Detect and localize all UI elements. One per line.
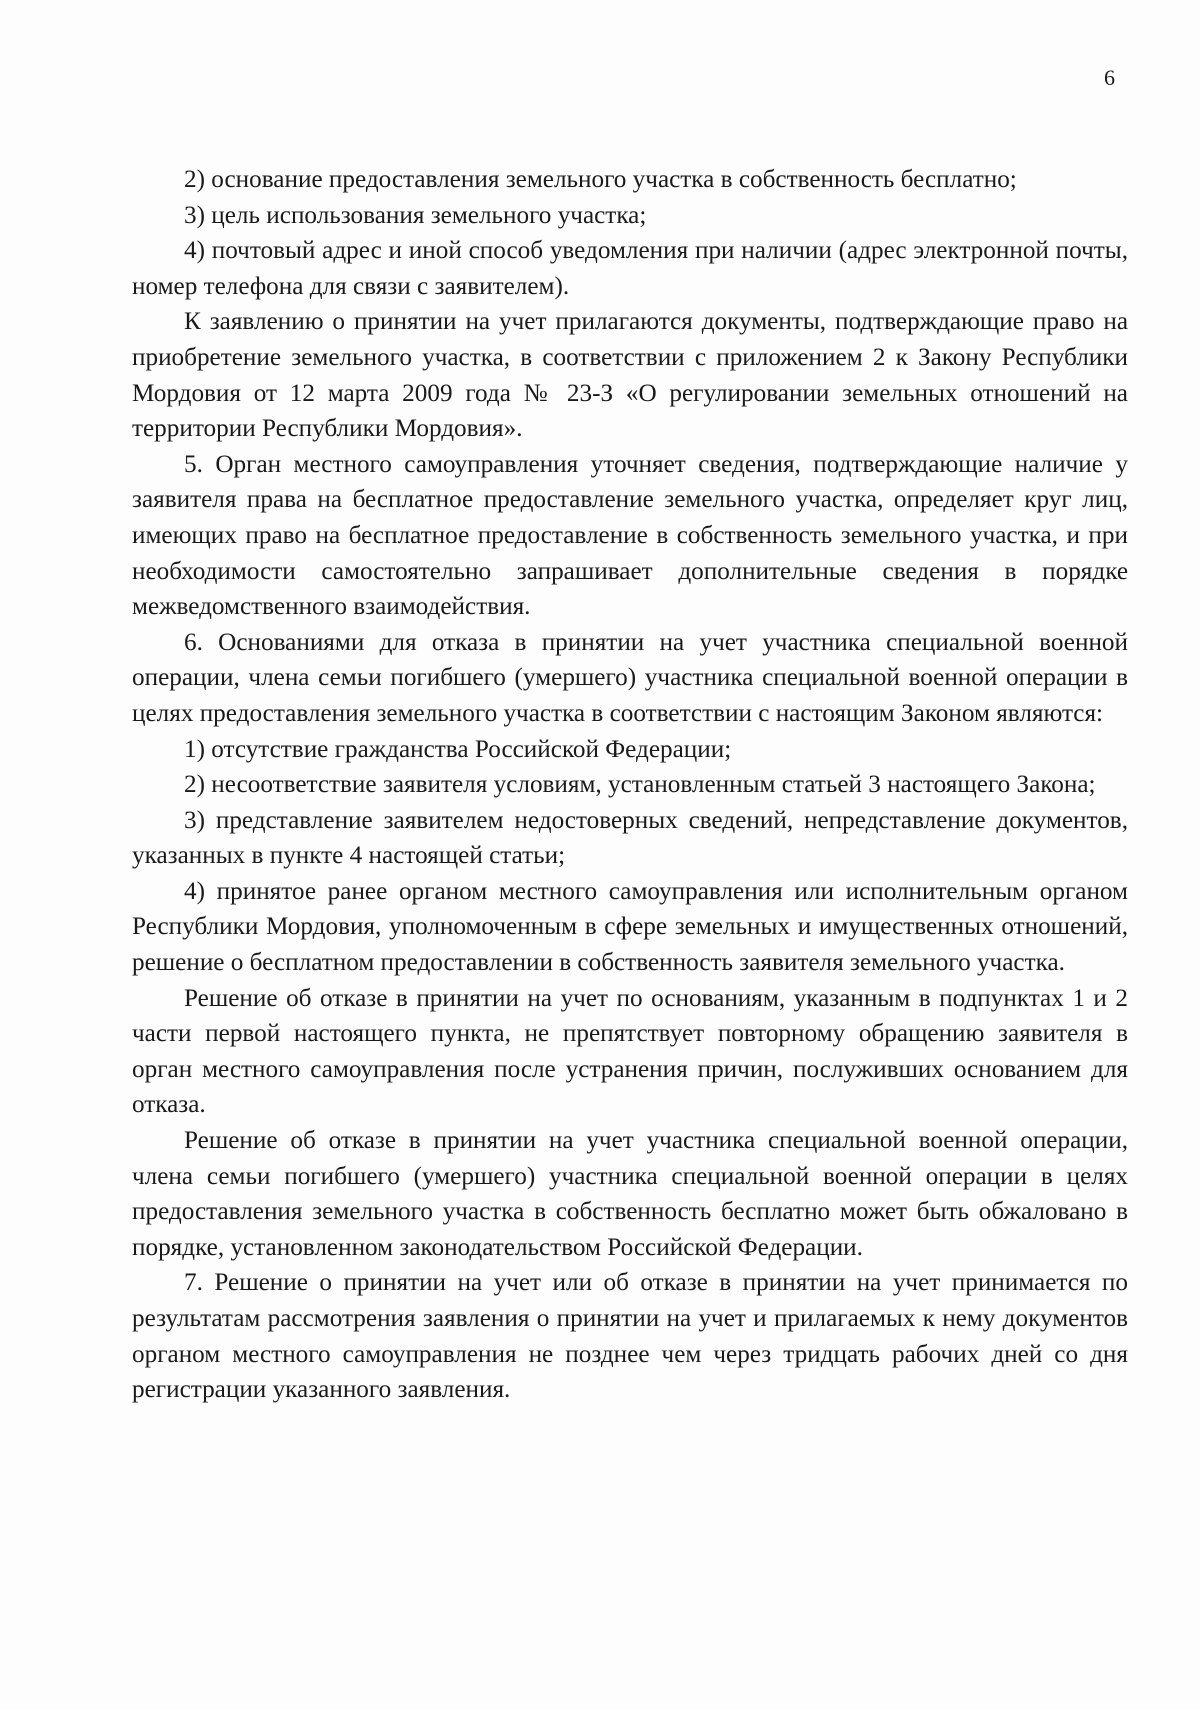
paragraph-item-2-basis: 2) основание предоставления земельного участка в собственность бесплатно; [184, 166, 1017, 193]
page-number: 6 [1104, 65, 1115, 90]
paragraph-attached-documents: К заявлению о принятии на учет прилагаются документы, подтверждающие право на приобретение земельного участка, в соответствии с приложением 2 к Закону Республики Мордовия от 12 марта 2009 года № 23-З «О регулировании земельных отношений на территории Республики Мордовия». [132, 308, 1128, 443]
paragraph-refusal-ground-4: 4) принятое ранее органом местного самоуправления или исполнительным органом Республики Мордовия, уполномоченным в сфере земельных и имущественных отношений, решение о бесплатном предоставлении в собственность заявителя земельного участка. [132, 877, 1128, 977]
paragraph-refusal-ground-1: 1) отсутствие гражданства Российской Федерации; [184, 735, 732, 763]
paragraph-item-4-address: 4) почтовый адрес и иной способ уведомления при наличии (адрес электронной почты, номер телефона для связи с заявителем). [132, 237, 1128, 300]
paragraph-repeat-application: Решение об отказе в принятии на учет по основаниям, указанным в подпунктах 1 и 2 части первой настоящего пункта, не препятствует повторному обращению заявителя в орган местного самоуправления после устранения причин, послуживших основанием для отказа. [132, 984, 1128, 1119]
paragraph-point-7: 7. Решение о принятии на учет или об отказе в принятии на учет принимается по результатам рассмотрения заявления о принятии на учет и прилагаемых к нему документов органом местного самоуправления не позднее чем через тридцать рабочих дней со дня регистрации указанного заявления. [132, 1269, 1128, 1404]
paragraph-refusal-ground-3: 3) представление заявителем недостоверных сведений, непредставление документов, указанных в пункте 4 настоящей статьи; [132, 806, 1128, 870]
document-body [132, 162, 1128, 1408]
paragraph-appeal: Решение об отказе в принятии на учет участника специальной военной операции, члена семьи погибшего (умершего) участника специальной военной операции в целях предоставления земельного участка в собственность бесплатно может быть обжаловано в порядке, установленном законодательством Российской Федерации. [132, 1127, 1128, 1261]
paragraph-refusal-ground-2: 2) несоответствие заявителя условиям, установленным статьей 3 настоящего Закона; [184, 771, 1096, 799]
paragraph-point-5: 5. Орган местного самоуправления уточняет сведения, подтверждающие наличие у заявителя права на бесплатное предоставление земельного участка, определяет круг лиц, имеющих право на бесплатное предоставление в собственность земельного участка, и при необходимости самостоятельно запрашивает дополнительные сведения в порядке межведомственного взаимодействия. [132, 450, 1128, 621]
paragraph-item-3-purpose: 3) цель использования земельного участка; [184, 201, 647, 229]
paragraph-point-6: 6. Основаниями для отказа в принятии на учет участника специальной военной операции, члена семьи погибшего (умершего) участника специальной военной операции в целях предоставления земельного участка в соответствии с настоящим Законом являются: [132, 628, 1128, 727]
